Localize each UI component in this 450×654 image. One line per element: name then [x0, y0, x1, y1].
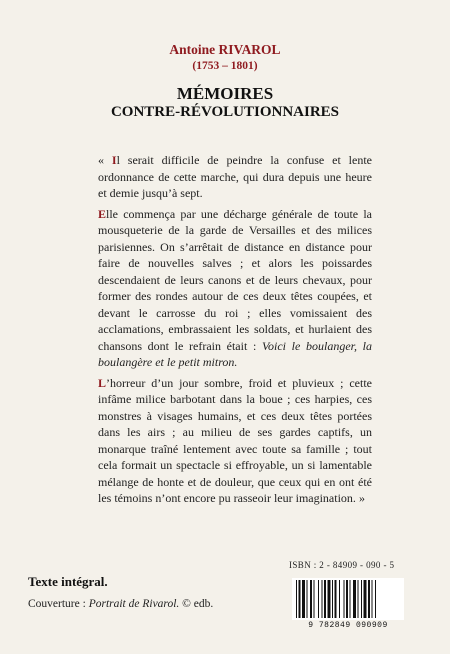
- excerpt-text: [98, 152, 372, 511]
- excerpt-paragraph-3: [98, 375, 372, 507]
- author-dates: (1753 – 1801): [192, 60, 258, 72]
- author-name: Antoine RIVAROL: [169, 42, 281, 57]
- paragraph-text: ’horreur d’un jour sombre, froid et pluvieux ; cette infâme milice barbotant dans la boue ; ces harpies, ces monstres à visages humains, et ces deux têtes portées dans les airs ; au milieu de ses gardes captifs, un monarque traîné lentement avec toute sa famille ; tout cela formait un spectacle si effroyable, un si lamentable mélange de honte et de douleur, que ceux qui en ont été les témoins n’ont encore pu rasseoir leur imagination.: [98, 375, 372, 505]
- cover-credit-suffix: © edb.: [179, 598, 214, 610]
- cover-credit: [28, 598, 213, 610]
- book-title-line-2: CONTRE-RÉVOLUTIONNAIRES: [110, 104, 340, 120]
- initial-letter: E: [98, 206, 107, 221]
- book-title-line-1: MÉMOIRES: [176, 84, 274, 103]
- paragraph-text: l serait difficile de peindre la confuse et lente ordonnance de cette marche, qui dura depuis une heure et demie jusqu’à sept.: [98, 153, 372, 200]
- excerpt-paragraph-1: [98, 152, 372, 202]
- refrain-quote: Voici le boulanger, la boulangère et le petit mitron.: [98, 338, 372, 369]
- paragraph-text: lle commença par une décharge générale de toute la mousqueterie de la garde de Versailles et des milices parisiennes. On s’arrêtait de distance en distance pour faire de nouvelles salves ; et alors les poissardes descendaient de leurs canons et de leurs chevaux, pour former des rondes autour de ces deux têtes coupées, et devant le carrosse du roi ; elles vomissaient des acclamations, embrassaient les soldats, et hurlaient des chansons dont le refrain était :: [98, 206, 372, 353]
- initial-letter: I: [111, 153, 117, 167]
- initial-letter: L: [98, 375, 107, 390]
- opening-quote: «: [98, 153, 112, 167]
- closing-quote: »: [355, 491, 365, 505]
- isbn-label: ISBN : 2 - 84909 - 090 - 5: [289, 560, 395, 570]
- full-text-note: Texte intégral.: [28, 574, 108, 589]
- cover-credit-title: Portrait de Rivarol.: [88, 598, 180, 610]
- barcode-icon: [292, 578, 404, 620]
- excerpt-paragraph-2: [98, 206, 372, 371]
- barcode-digits: 9 782849 090909: [308, 621, 388, 630]
- cover-credit-prefix: Couverture :: [28, 598, 89, 610]
